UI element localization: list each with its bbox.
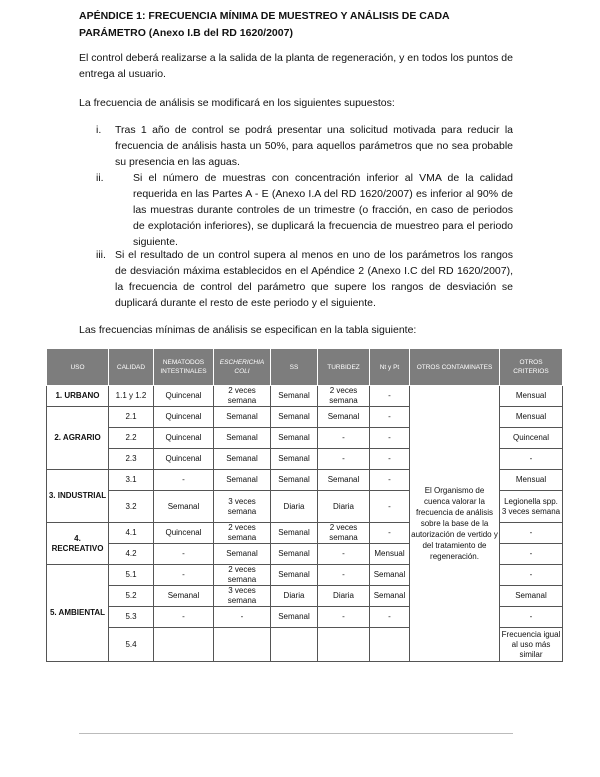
- table-cell: -: [318, 449, 370, 470]
- table-cell: Quincenal: [154, 449, 214, 470]
- table-cell: Semanal: [370, 565, 410, 586]
- table-cell: 3.1: [109, 470, 154, 491]
- table-cell: 2 veces semana: [214, 523, 271, 544]
- header-uso: USO: [47, 349, 109, 386]
- table-cell: Semanal: [154, 491, 214, 523]
- table-cell: [271, 628, 318, 662]
- table-cell: Semanal: [214, 428, 271, 449]
- table-cell: Diaria: [318, 491, 370, 523]
- table-cell: -: [370, 407, 410, 428]
- table-cell: 3 veces semana: [214, 586, 271, 607]
- table-cell: Quincenal: [154, 523, 214, 544]
- table-cell: -: [370, 386, 410, 407]
- table-cell: Semanal: [214, 407, 271, 428]
- table-cell: Semanal: [214, 470, 271, 491]
- list-text: Si el resultado de un control supera al menos en uno de los parámetros los rangos de desviación máxima establecidos en el Apéndice 2 (Anexo I.C del RD 1620/2007), la frecuencia de control del parámetro que supere los rangos de desviación se duplicará durante el resto de este periodo y el siguiente.: [115, 249, 513, 309]
- otros-contaminantes-cell: El Organismo de cuenca valorar la frecuencia de análisis sobre la base de la autorización de vertido y del tratamiento de regeneración.: [410, 386, 500, 662]
- table-cell: 5.3: [109, 607, 154, 628]
- table-cell: Diaria: [271, 586, 318, 607]
- table-cell: Mensual: [500, 470, 563, 491]
- header-ecoli: ESCHERICHIA COLI: [214, 349, 271, 386]
- table-cell: 5.2: [109, 586, 154, 607]
- table-cell: 2.2: [109, 428, 154, 449]
- table-cell: Semanal: [271, 386, 318, 407]
- footer-divider: [79, 733, 513, 734]
- table-cell: [154, 628, 214, 662]
- table-cell: -: [318, 428, 370, 449]
- table-cell: -: [370, 523, 410, 544]
- paragraph-table-intro: Las frecuencias mínimas de análisis se especifican en la tabla siguiente:: [79, 324, 417, 336]
- table-cell: 5.1: [109, 565, 154, 586]
- table-cell: 2.1: [109, 407, 154, 428]
- list-number: i.: [96, 124, 102, 136]
- list-number: iii.: [96, 249, 106, 261]
- table-cell: -: [154, 565, 214, 586]
- table-cell: Quincenal: [154, 407, 214, 428]
- table-cell: Diaria: [318, 586, 370, 607]
- table-cell: Quincenal: [154, 428, 214, 449]
- table-cell: Semanal: [271, 428, 318, 449]
- table-cell: Semanal: [271, 607, 318, 628]
- table-cell: Semanal: [214, 449, 271, 470]
- table-cell: 2 veces semana: [214, 386, 271, 407]
- table-cell: 2 veces semana: [318, 523, 370, 544]
- header-otros-criterios: OTROS CRITERIOS: [500, 349, 563, 386]
- uso-cell: 2. AGRARIO: [47, 407, 109, 470]
- table-cell: -: [318, 565, 370, 586]
- table-row: [47, 386, 563, 407]
- table-cell: -: [318, 607, 370, 628]
- uso-cell: 1. URBANO: [47, 386, 109, 407]
- list-text: Tras 1 año de control se podrá presentar una solicitud motivada para reducir la frecuencia de análisis hasta un 50%, para aquellos parámetros que no sea probable su presencia en las aguas.: [115, 124, 513, 168]
- table-cell: Semanal: [370, 586, 410, 607]
- list-text: Si el número de muestras con concentración inferior al VMA de la calidad requerida en las Partes A - E (Anexo I.A del RD 1620/2007) es inferior al 90% de las muestras durante controles de un trimestre (o fracción, en caso de periodos de explotación inferiores), se duplicará la frecuencia de muestreo para el periodo siguiente.: [133, 172, 513, 248]
- uso-cell: 3. INDUSTRIAL: [47, 470, 109, 523]
- uso-cell: 4. RECREATIVO: [47, 523, 109, 565]
- header-ss: SS: [271, 349, 318, 386]
- table-cell: Mensual: [500, 407, 563, 428]
- table-cell: 1.1 y 1.2: [109, 386, 154, 407]
- header-turbidez: TURBIDEZ: [318, 349, 370, 386]
- header-nematodos: NEMATODOS INTESTINALES: [154, 349, 214, 386]
- table-cell: [214, 628, 271, 662]
- header-nt-pt: Nt y Pt: [370, 349, 410, 386]
- table-cell: Semanal: [318, 407, 370, 428]
- table-cell: [318, 628, 370, 662]
- header-calidad: CALIDAD: [109, 349, 154, 386]
- table-cell: -: [370, 607, 410, 628]
- table-cell: Quincenal: [154, 386, 214, 407]
- table-cell: 5.4: [109, 628, 154, 662]
- table-cell: Semanal: [214, 544, 271, 565]
- table-cell: -: [370, 449, 410, 470]
- table-cell: Semanal: [271, 544, 318, 565]
- table-cell: -: [370, 491, 410, 523]
- table-cell: Semanal: [154, 586, 214, 607]
- table-cell: -: [500, 565, 563, 586]
- table-cell: 2 veces semana: [318, 386, 370, 407]
- appendix-heading: APÉNDICE 1: FRECUENCIA MÍNIMA DE MUESTREO Y ANÁLISIS DE CADA PARÁMETRO (Anexo I.B del RD 1620/2007): [79, 10, 450, 39]
- table-cell: -: [370, 470, 410, 491]
- table-cell: -: [500, 544, 563, 565]
- table-cell: 2 veces semana: [214, 565, 271, 586]
- table-cell: Frecuencia igual al uso más similar: [500, 628, 563, 662]
- table-cell: Semanal: [500, 586, 563, 607]
- table-cell: [370, 628, 410, 662]
- table-cell: Mensual: [370, 544, 410, 565]
- uso-cell: 5. AMBIENTAL: [47, 565, 109, 662]
- table-cell: 2.3: [109, 449, 154, 470]
- table-cell: Mensual: [500, 386, 563, 407]
- table-cell: Semanal: [318, 470, 370, 491]
- table-cell: Semanal: [271, 470, 318, 491]
- table-cell: Legionella spp. 3 veces semana: [500, 491, 563, 523]
- table-cell: -: [154, 544, 214, 565]
- table-cell: -: [154, 607, 214, 628]
- table-cell: -: [370, 428, 410, 449]
- table-cell: Diaria: [271, 491, 318, 523]
- table-header-row: [47, 349, 563, 386]
- table-cell: 4.2: [109, 544, 154, 565]
- table-cell: Quincenal: [500, 428, 563, 449]
- table-cell: 3 veces semana: [214, 491, 271, 523]
- table-cell: -: [500, 523, 563, 544]
- table-cell: -: [214, 607, 271, 628]
- table-cell: Semanal: [271, 449, 318, 470]
- frequency-table: [46, 348, 563, 662]
- list-number: ii.: [96, 172, 104, 184]
- table-cell: Semanal: [271, 407, 318, 428]
- table-cell: Semanal: [271, 523, 318, 544]
- table-cell: -: [500, 607, 563, 628]
- table-cell: 4.1: [109, 523, 154, 544]
- header-otros-contaminantes: OTROS CONTAMINATES: [410, 349, 500, 386]
- paragraph-frequency-intro: La frecuencia de análisis se modificará en los siguientes supuestos:: [79, 97, 395, 109]
- table-cell: Semanal: [271, 565, 318, 586]
- table-cell: 3.2: [109, 491, 154, 523]
- table-cell: -: [318, 544, 370, 565]
- table-cell: -: [154, 470, 214, 491]
- paragraph-control-location: El control deberá realizarse a la salida de la planta de regeneración, y en todos los puntos de entrega al usuario.: [79, 52, 513, 80]
- table-cell: -: [500, 449, 563, 470]
